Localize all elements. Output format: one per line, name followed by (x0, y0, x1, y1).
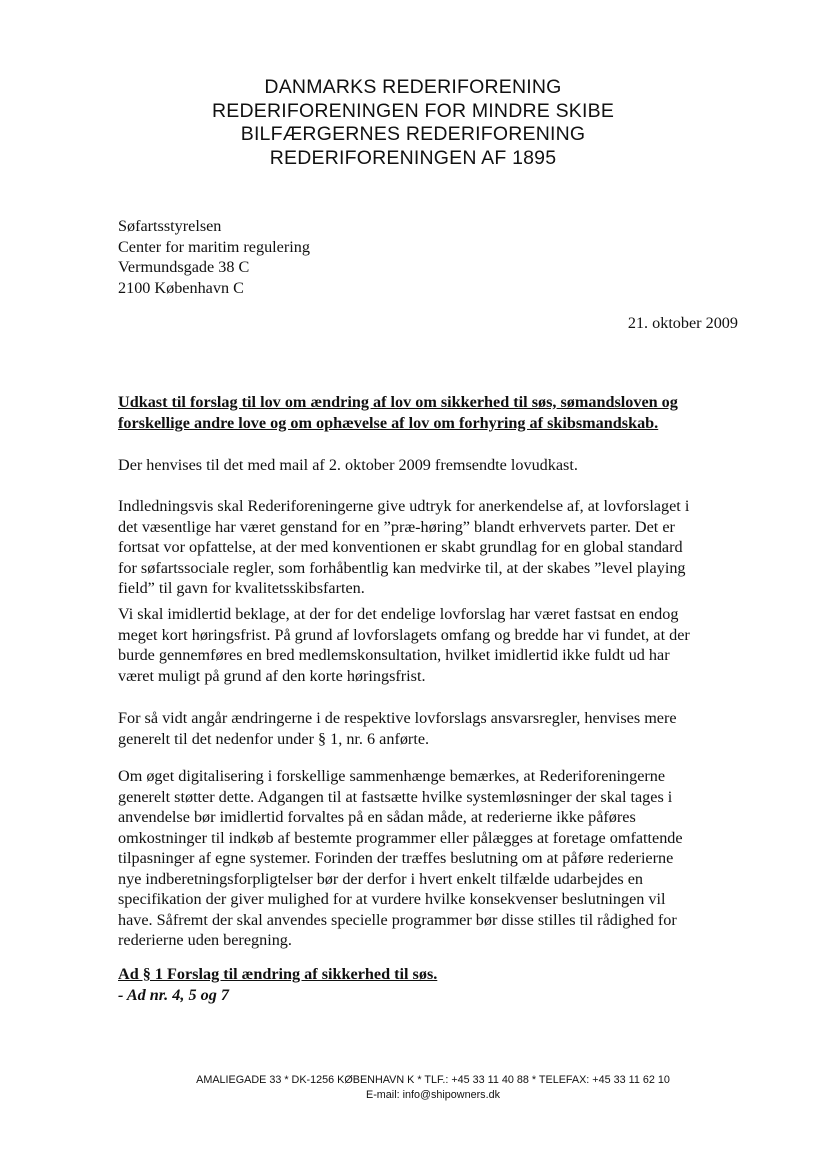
paragraph-line: Indledningsvis skal Rederiforeningerne give udtryk for anerkendelse af, at lovforslaget i (118, 497, 690, 515)
footer-address: AMALIEGADE 33 * DK-1256 KØBENHAVN K * TLF.: +45 33 11 40 88 * TELEFAX: +45 33 11 62 10 (196, 1074, 670, 1086)
paragraph-line: nye indberetningsforpligtelser bør der derfor i hvert enkelt tilfælde udarbejdes en (118, 869, 644, 888)
letterhead-line: DANMARKS REDERIFORENING (264, 76, 562, 98)
paragraph-line: Vi skal imidlertid beklage, at der for det endelige lovforslag har været fastsat en endog (118, 605, 679, 623)
letter-date: 21. oktober 2009 (627, 314, 738, 332)
paragraph-line: have. Såfremt der skal anvendes specielle programmer bør disse stilles til rådighed for (118, 910, 677, 929)
subject-line: Udkast til forslag til lov om ændring af lov om sikkerhed til søs, sømandsloven og (118, 393, 678, 411)
paragraph-line: det væsentlige har været genstand for en ”præ-høring” blandt erhvervets parter. Det er (118, 517, 675, 536)
paragraph-line: meget kort høringsfrist. På grund af lovforslagets omfang og bredde har vi fundet, at der (118, 625, 690, 644)
paragraph-hearing-deadline (118, 604, 748, 686)
letterhead-line: REDERIFORENINGEN FOR MINDRE SKIBE (211, 99, 615, 122)
paragraph-line: Om øget digitalisering i forskellige sammenhænge bemærkes, at Rederiforeningerne (118, 767, 666, 785)
recipient-line: Søfartsstyrelsen (118, 217, 222, 235)
footer (0, 1073, 826, 1103)
footer-email: E-mail: info@shipowners.dk (366, 1089, 500, 1101)
paragraph-line: været muligt på grund af den korte høringsfrist. (118, 666, 426, 685)
recipient-line: Vermundsgade 38 C (118, 258, 250, 276)
paragraph-digitalisation (118, 766, 748, 951)
paragraph-introduction (118, 496, 748, 599)
paragraph-line: For så vidt angår ændringerne i de respektive lovforslags ansvarsregler, henvises mere (118, 709, 677, 727)
recipient-address (118, 216, 310, 298)
paragraph-line: rederierne uden beregning. (118, 931, 292, 949)
paragraph-line: burde gennemføres en bred medlemskonsultation, hvilket imidlertid ikke fuldt ud har (118, 646, 670, 664)
subject-line: forskellige andre love og om ophævelse af lov om forhyring af skibsmandskab. (118, 413, 659, 432)
paragraph-line: Der henvises til det med mail af 2. oktober 2009 fremsendte lovudkast. (118, 456, 578, 474)
paragraph-line: anvendelse bør imidlertid forvaltes på en sådan måde, at rederierne ikke påføres (118, 808, 636, 826)
letterhead-line: REDERIFORENINGEN AF 1895 (269, 146, 557, 169)
paragraph-reference (118, 455, 748, 476)
paragraph-line: generelt til det nedenfor under § 1, nr. 6 anførte. (118, 729, 430, 748)
paragraph-liability (118, 708, 748, 749)
paragraph-line: for søfartssociale regler, som forhåbentlig kan medvirke til, at der skabes ”level playing (118, 558, 686, 577)
sub-heading: - Ad nr. 4, 5 og 7 (118, 986, 229, 1004)
recipient-line: 2100 København C (118, 278, 244, 297)
paragraph-line: specifikation der giver mulighed for at vurdere hvilke konsekvenser beslutningen vil (118, 890, 666, 908)
section-heading: Ad § 1 Forslag til ændring af sikkerhed til søs. (118, 965, 438, 983)
letterhead (0, 76, 826, 170)
paragraph-line: omkostninger til indkøb af bestemte programmer eller pålægges at foretage omfattende (118, 828, 683, 847)
paragraph-line: fortsat vor opfattelse, at der med konventionen er skabt grundlag for en global standard (118, 538, 683, 556)
paragraph-line: generelt støtter dette. Adgangen til at fastsætte hvilke systemløsninger der skal tages i (118, 787, 673, 806)
paragraph-line: tilpasninger af egne systemer. Forinden der træffes beslutning om at påføre rederierne (118, 849, 674, 867)
letterhead-line: BILFÆRGERNES REDERIFORENING (240, 123, 586, 145)
subject-heading (118, 392, 738, 433)
recipient-line: Center for maritim regulering (118, 237, 310, 256)
paragraph-line: field” til gavn for kvalitetsskibsfarten. (118, 579, 365, 597)
